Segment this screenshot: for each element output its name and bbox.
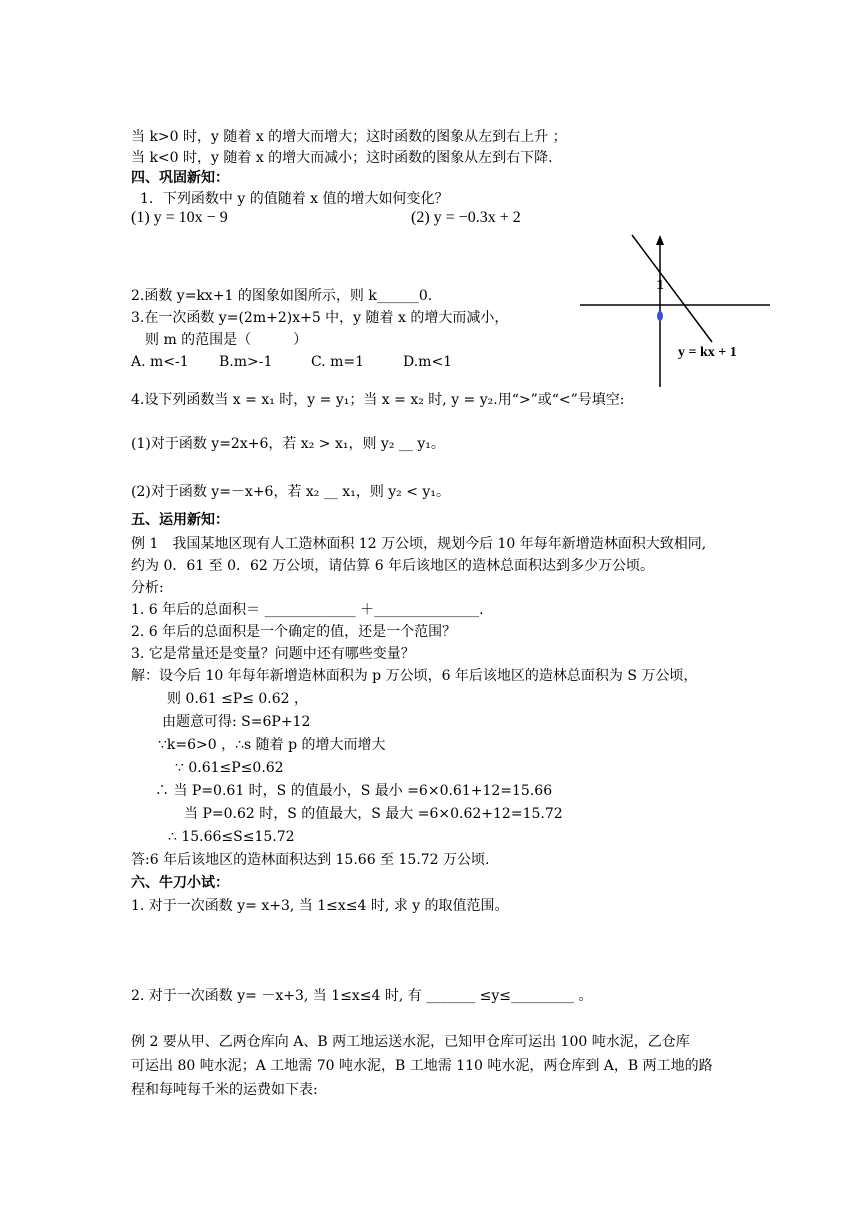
analysis-2: 2. 6 年后的总面积是一个确定的值，还是一个范围？ — [131, 624, 457, 640]
tick-label-1: 1 — [656, 278, 665, 292]
question-1-b: (2) y = −0.3x + 2 — [411, 209, 521, 226]
example-1-line-2: 约为 0．61 至 0．62 万公顷，请估算 6 年后该地区的造林总面积达到多少万公顷。 — [131, 558, 655, 574]
graph-label: y = kx + 1 — [678, 345, 737, 360]
option-a: A. m<-1 — [131, 354, 189, 370]
option-b: B.m>-1 — [219, 354, 273, 370]
question-3: 3.在一次函数 y=(2m+2)x+5 中，y 随着 x 的增大而减小， — [131, 310, 509, 326]
answer-line: 答:6 年后该地区的造林面积达到 15.66 至 15.72 万公顷. — [131, 852, 490, 868]
section-5-title: 五、运用新知： — [131, 512, 229, 528]
intro-line-2: 当 k<0 时，y 随着 x 的增大而减小；这时函数的图象从左到右下降. — [131, 150, 553, 166]
solution-step-3: ∵k=6>0 ，∴s 随着 p 的增大而增大 — [158, 737, 386, 753]
origin-marker — [657, 311, 663, 321]
solution-step-5: ∴ 当 P=0.61 时，S 的值最小，S 最小 =6×0.61+12=15.66 — [155, 783, 553, 799]
section-6-title: 六、牛刀小试： — [131, 875, 229, 891]
section-4-title: 四、巩固新知： — [131, 170, 229, 186]
example-2-line-3: 程和每吨每千米的运费如下表: — [131, 1082, 318, 1098]
question-4: 4.设下列函数当 x = x₁ 时，y = y₁；当 x = x₂ 时, y = y₂.用“>”或“<”号填空: — [131, 392, 625, 408]
question-2: 2.函数 y=kx+1 的图象如图所示，则 k______0. — [131, 288, 433, 304]
analysis-3: 3. 它是常量还是变量？问题中还有哪些变量？ — [131, 646, 415, 662]
solution-step-7: ∴ 15.66≤S≤15.72 — [168, 829, 295, 845]
option-d: D.m<1 — [403, 354, 453, 370]
question-4-1: (1)对于函数 y=2x+6，若 x₂ > x₁，则 y₂ __ y₁。 — [131, 436, 445, 452]
solution-step-1: 则 0.61 ≤P≤ 0.62 ， — [167, 691, 309, 707]
solution-step-2: 由题意可得: S=6P+12 — [162, 714, 311, 730]
y-axis-arrow — [656, 235, 664, 245]
practice-2: 2. 对于一次函数 y= －x+3, 当 1≤x≤4 时, 有 _______ ≤y≤_________ 。 — [131, 988, 593, 1004]
question-1-a: (1) y = 10x − 9 — [131, 209, 228, 226]
analysis-1: 1. 6 年后的总面积＝ _____________ ＋_______________. — [131, 602, 484, 618]
function-line — [632, 235, 712, 342]
solution-step-6: 当 P=0.62 时，S 的值最大，S 最大 =6×0.62+12=15.72 — [184, 806, 563, 822]
option-c: C. m=1 — [311, 354, 365, 370]
solution-line: 解：设今后 10 年每年新增造林面积为 p 万公顷，6 年后该地区的造林总面积为 S 万公顷， — [131, 668, 698, 684]
analysis-label: 分析: — [131, 580, 164, 596]
linear-function-graph — [575, 232, 775, 392]
example-2-line-2: 可运出 80 吨水泥；A 工地需 70 吨水泥，B 工地需 110 吨水泥，两仓库到 A，B 两工地的路 — [131, 1058, 713, 1074]
question-4-2: (2)对于函数 y=－x+6，若 x₂ __ x₁，则 y₂ < y₁。 — [131, 484, 450, 500]
example-1-line-1: 例 1 我国某地区现有人工造林面积 12 万公顷，规划今后 10 年每年新增造林面积大致相同, — [131, 536, 707, 552]
example-2-line-1: 例 2 要从甲、乙两仓库向 A、B 两工地运送水泥，已知甲仓库可运出 100 吨水泥，乙仓库 — [131, 1034, 690, 1050]
question-1: 1．下列函数中 y 的值随着 x 值的增大如何变化？ — [140, 191, 449, 207]
practice-1: 1. 对于一次函数 y= x+3, 当 1≤x≤4 时, 求 y 的取值范围。 — [131, 898, 509, 914]
question-3-range: 则 m 的范围是（ ） — [145, 332, 308, 348]
intro-line-1: 当 k>0 时，y 随着 x 的增大而增大；这时函数的图象从左到右上升 ； — [131, 129, 567, 145]
solution-step-4: ∵ 0.61≤P≤0.62 — [175, 760, 284, 776]
